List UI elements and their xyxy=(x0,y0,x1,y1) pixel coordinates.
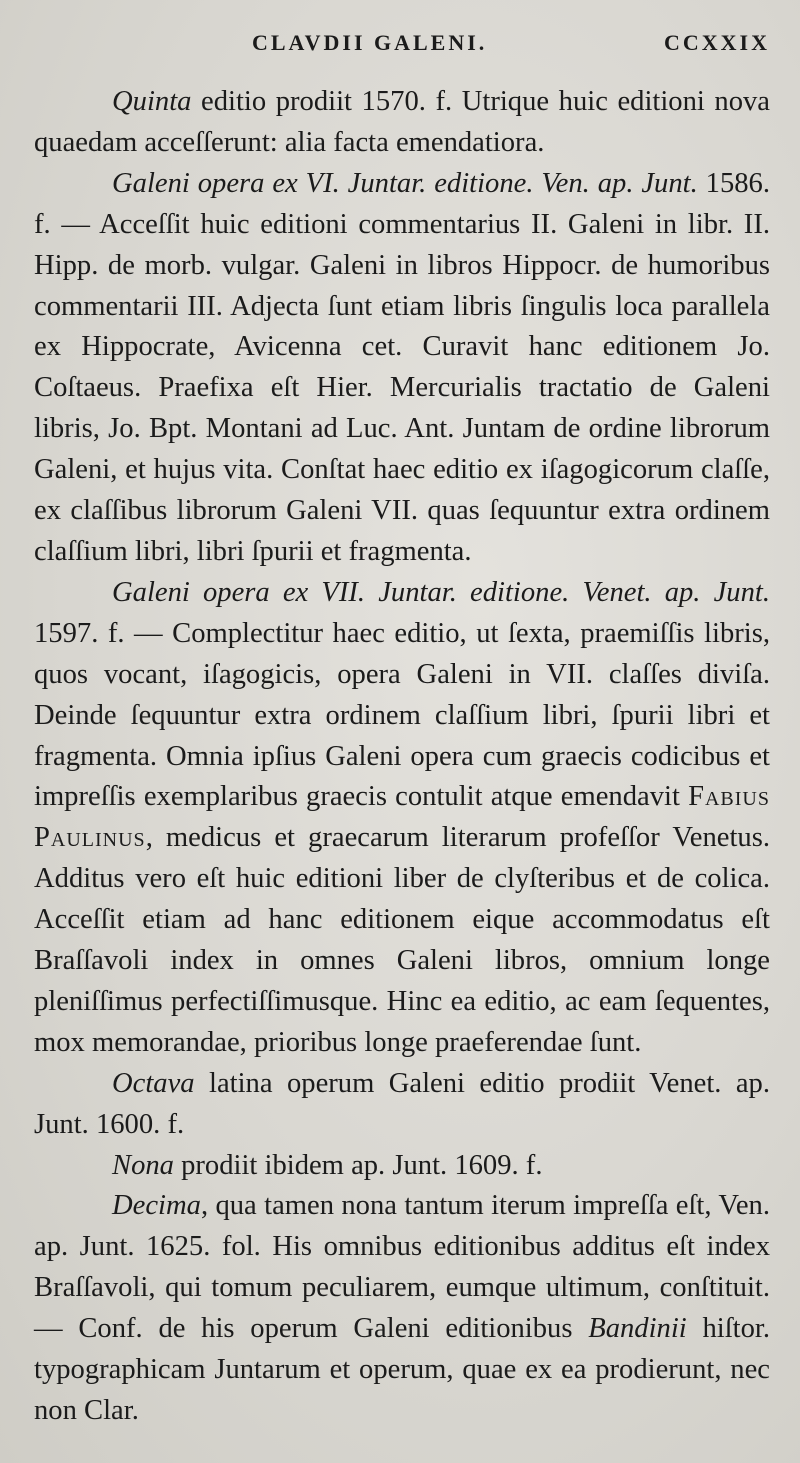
edition-title: Galeni opera ex VII. Juntar. editione. Venet. ap. Junt. xyxy=(112,576,770,608)
paragraph-septima xyxy=(34,573,770,1064)
page-number: CCXXIX xyxy=(664,30,770,55)
author-name: Bandinii xyxy=(588,1313,687,1345)
editor-name: Fabius Paulinus xyxy=(34,781,770,854)
paragraph-text: , medicus et graecarum literarum profeſſor Venetus. Additus vero eſt huic editioni liber de clyſteribus et de colica. Acceſſit etiam ad hanc editionem eique accommodatus eſt Braſſavoli index in omnes Galeni libros, omnium longe pleniſſimus perfectiſſimusque. Hinc ea editio, ac eam ſequentes, mox memorandae, prioribus longe praeferendae ſunt. xyxy=(34,822,770,1058)
paragraph-text: 1597. f. — Complectitur haec editio, ut ſexta, praemiſſis libris, quos vocant, iſagogicis, opera Galeni in VII. claſſes diviſa. Deinde ſequuntur extra ordinem claſſium libri, ſpurii libri et fragmenta. Omnia ipſius Galeni opera cum graecis codicibus et impreſſis exemplaribus graecis contulit atque emendavit xyxy=(34,617,770,813)
paragraph-text: prodiit ibidem ap. Junt. 1609. f. xyxy=(173,1149,543,1181)
body-text xyxy=(34,82,770,1432)
paragraph-nona xyxy=(34,1146,770,1187)
paragraph-octava xyxy=(34,1064,770,1146)
edition-title: Galeni opera ex VI. Juntar. editione. Ven. ap. Junt. xyxy=(112,167,698,199)
edition-title: Decima xyxy=(112,1190,201,1222)
paragraph-text: editio prodiit 1570. f. Utrique huic editioni nova quaedam acceſſerunt: alia facta emendatiora. xyxy=(34,86,770,158)
paragraph-text: , qua tamen nona tantum iterum impreſſa eſt, Ven. ap. Junt. 1625. fol. His omnibus editionibus additus eſt index Braſſavoli, qui tomum peculiarem, eumque ultimum, conſtituit. — Conf. de his operum Galeni editionibus xyxy=(34,1190,770,1345)
paragraph-quinta xyxy=(34,82,770,164)
running-head: CLAVDII GALENI. xyxy=(252,30,488,55)
page-header xyxy=(34,28,770,66)
paragraph-text: hiſtor. typographicam Juntarum et operum, quae ex ea prodierunt, nec non Clar. xyxy=(34,1313,771,1426)
paragraph-text: latina operum Galeni editio prodiit Venet. ap. Junt. 1600. f. xyxy=(34,1067,770,1140)
edition-title: Nona xyxy=(112,1149,174,1181)
paragraph-sexta xyxy=(34,164,770,573)
paragraph-decima xyxy=(34,1186,770,1431)
edition-title: Quinta xyxy=(112,86,192,117)
edition-title: Octava xyxy=(112,1067,195,1099)
paragraph-text: 1586. f. — Acceſſit huic editioni commentarius II. Galeni in libr. II. Hipp. de morb. vulgar. Galeni in libros Hippocr. de humoribus commentarii III. Adjecta ſunt etiam libris ſingulis loca parallela ex Hippocrate, Avicenna cet. Curavit hanc editionem Jo. Coſtaeus. Praefixa eſt Hier. Mercurialis tractatio de Galeni libris, Jo. Bpt. Montani ad Luc. Ant. Juntam de ordine librorum Galeni, et hujus vita. Conſtat haec editio ex iſagogicorum claſſe, ex claſſibus librorum Galeni VII. quas ſequuntur extra ordinem claſſium libri, libri ſpurii et fragmenta. xyxy=(34,167,770,567)
